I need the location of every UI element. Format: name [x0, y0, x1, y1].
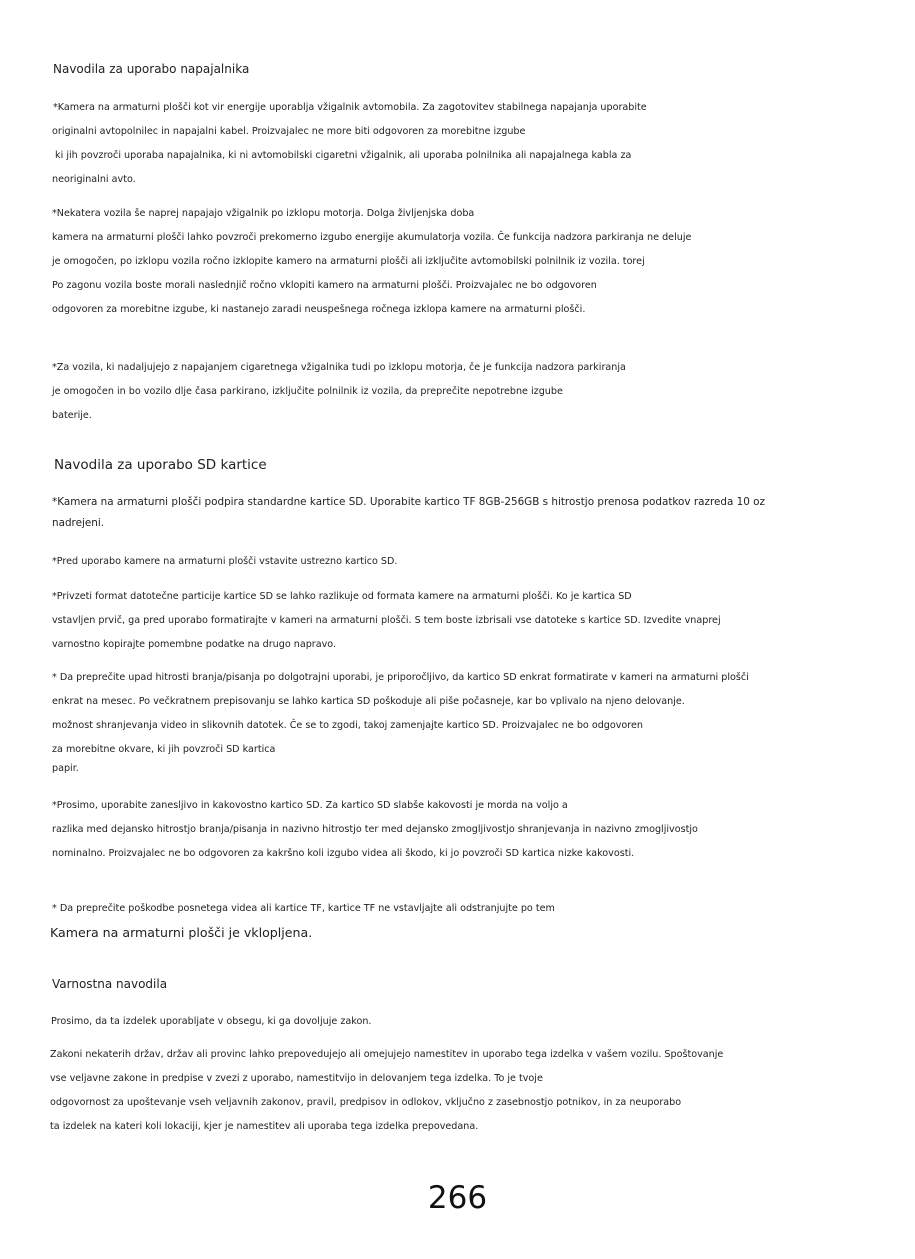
sd-text-line: * Da preprečite poškodbe posnetega videa ali kartice TF, kartice TF ne vstavljajte ali odstranjujte po tem	[52, 903, 555, 914]
safety-text-line: odgovornost za upoštevanje vseh veljavnih zakonov, pravil, predpisov in odlokov, vključno z zasebnostjo potnikov, in za neuporabo	[50, 1097, 682, 1108]
safety-text-line: vse veljavne zakone in predpise v zvezi z uporabo, namestitvijo in delovanjem tega izdelka. To je tvoje	[50, 1073, 543, 1084]
sd-text-line: *Pred uporabo kamere na armaturni plošči vstavite ustrezno kartico SD.	[52, 556, 398, 567]
power-text-line: originalni avtopolnilec in napajalni kabel. Proizvajalec ne more biti odgovoren za morebitne izgube	[52, 126, 526, 137]
safety-text-line: Zakoni nekaterih držav, držav ali provinc lahko prepovedujejo ali omejujejo namestitev in uporabo tega izdelka v vašem vozilu. Spoštovanje	[50, 1049, 724, 1060]
power-text-line: ki jih povzroči uporaba napajalnika, ki ni avtomobilski cigaretni vžigalnik, ali uporaba polnilnika ali napajalnega kabla za	[52, 150, 632, 161]
sd-text-line: *Kamera na armaturni plošči podpira standardne kartice SD. Uporabite kartico TF 8GB-256GB s hitrostjo prenosa podatkov razreda 10 oz	[52, 496, 765, 508]
safety-text-line: ta izdelek na kateri koli lokaciji, kjer je namestitev ali uporaba tega izdelka prepovedana.	[50, 1121, 479, 1132]
page-number: 266	[427, 1180, 488, 1216]
sd-section-heading: Navodila za uporabo SD kartice	[54, 457, 267, 473]
sd-text-line: papir.	[52, 763, 79, 774]
safety-text-line: Prosimo, da ta izdelek uporabljate v obsegu, ki ga dovoljuje zakon.	[51, 1016, 372, 1027]
safety-section-heading: Varnostna navodila	[52, 977, 168, 991]
power-text-line: *Nekatera vozila še naprej napajajo vžigalnik po izklopu motorja. Dolga življenjska doba	[52, 208, 475, 219]
sd-text-line: Kamera na armaturni plošči je vklopljena.	[50, 925, 313, 940]
sd-text-line: enkrat na mesec. Po večkratnem prepisovanju se lahko kartica SD poškoduje ali piše počasneje, kar bo vplivalo na njeno delovanje.	[52, 696, 685, 707]
sd-text-line: * Da preprečite upad hitrosti branja/pisanja po dolgotrajni uporabi, je priporočljivo, da kartico SD enkrat formatirate v kameri na armaturni plošči	[52, 672, 749, 683]
sd-text-line: varnostno kopirajte pomembne podatke na drugo napravo.	[52, 639, 337, 650]
power-text-line: je omogočen, po izklopu vozila ročno izklopite kamero na armaturni plošči ali izključite avtomobilski polnilnik iz vozila. torej	[52, 256, 645, 267]
sd-text-line: za morebitne okvare, ki jih povzroči SD kartica	[52, 744, 276, 755]
power-text-line: *Kamera na armaturni plošči kot vir energije uporablja vžigalnik avtomobila. Za zagotovitev stabilnega napajanja uporabite	[53, 102, 647, 113]
power-text-line: kamera na armaturni plošči lahko povzroči prekomerno izgubo energije akumulatorja vozila. Če funkcija nadzora parkiranja ne deluje	[52, 232, 692, 243]
power-section-heading: Navodila za uporabo napajalnika	[53, 62, 250, 76]
sd-text-line: možnost shranjevanja video in slikovnih datotek. Če se to zgodi, takoj zamenjajte kartico SD. Proizvajalec ne bo odgovoren	[52, 720, 644, 731]
power-text-line: Po zagonu vozila boste morali naslednjič ročno vklopiti kamero na armaturni plošči. Proizvajalec ne bo odgovoren	[52, 280, 597, 291]
sd-text-line: nadrejeni.	[52, 517, 105, 529]
power-text-line: baterije.	[52, 410, 92, 421]
power-text-line: *Za vozila, ki nadaljujejo z napajanjem cigaretnega vžigalnika tudi po izklopu motorja, če je funkcija nadzora parkiranja	[52, 362, 626, 373]
sd-text-line: *Privzeti format datotečne particije kartice SD se lahko razlikuje od formata kamere na armaturni plošči. Ko je kartica SD	[52, 591, 632, 602]
sd-text-line: vstavljen prvič, ga pred uporabo formatirajte v kameri na armaturni plošči. S tem boste izbrisali vse datoteke s kartice SD. Izvedite vnaprej	[52, 615, 721, 626]
power-text-line: neoriginalni avto.	[52, 174, 136, 185]
sd-text-line: *Prosimo, uporabite zanesljivo in kakovostno kartico SD. Za kartico SD slabše kakovosti je morda na voljo a	[52, 800, 568, 811]
power-text-line: odgovoren za morebitne izgube, ki nastanejo zaradi neuspešnega ročnega izklopa kamere na armaturni plošči.	[52, 304, 586, 315]
sd-text-line: razlika med dejansko hitrostjo branja/pisanja in nazivno hitrostjo ter med dejansko zmogljivostjo shranjevanja in nazivno zmogljivostjo	[52, 824, 698, 835]
sd-text-line: nominalno. Proizvajalec ne bo odgovoren za kakršno koli izgubo videa ali škodo, ki jo povzroči SD kartica nizke kakovosti.	[52, 848, 635, 859]
power-text-line: je omogočen in bo vozilo dlje časa parkirano, izključite polnilnik iz vozila, da preprečite nepotrebne izgube	[52, 386, 563, 397]
